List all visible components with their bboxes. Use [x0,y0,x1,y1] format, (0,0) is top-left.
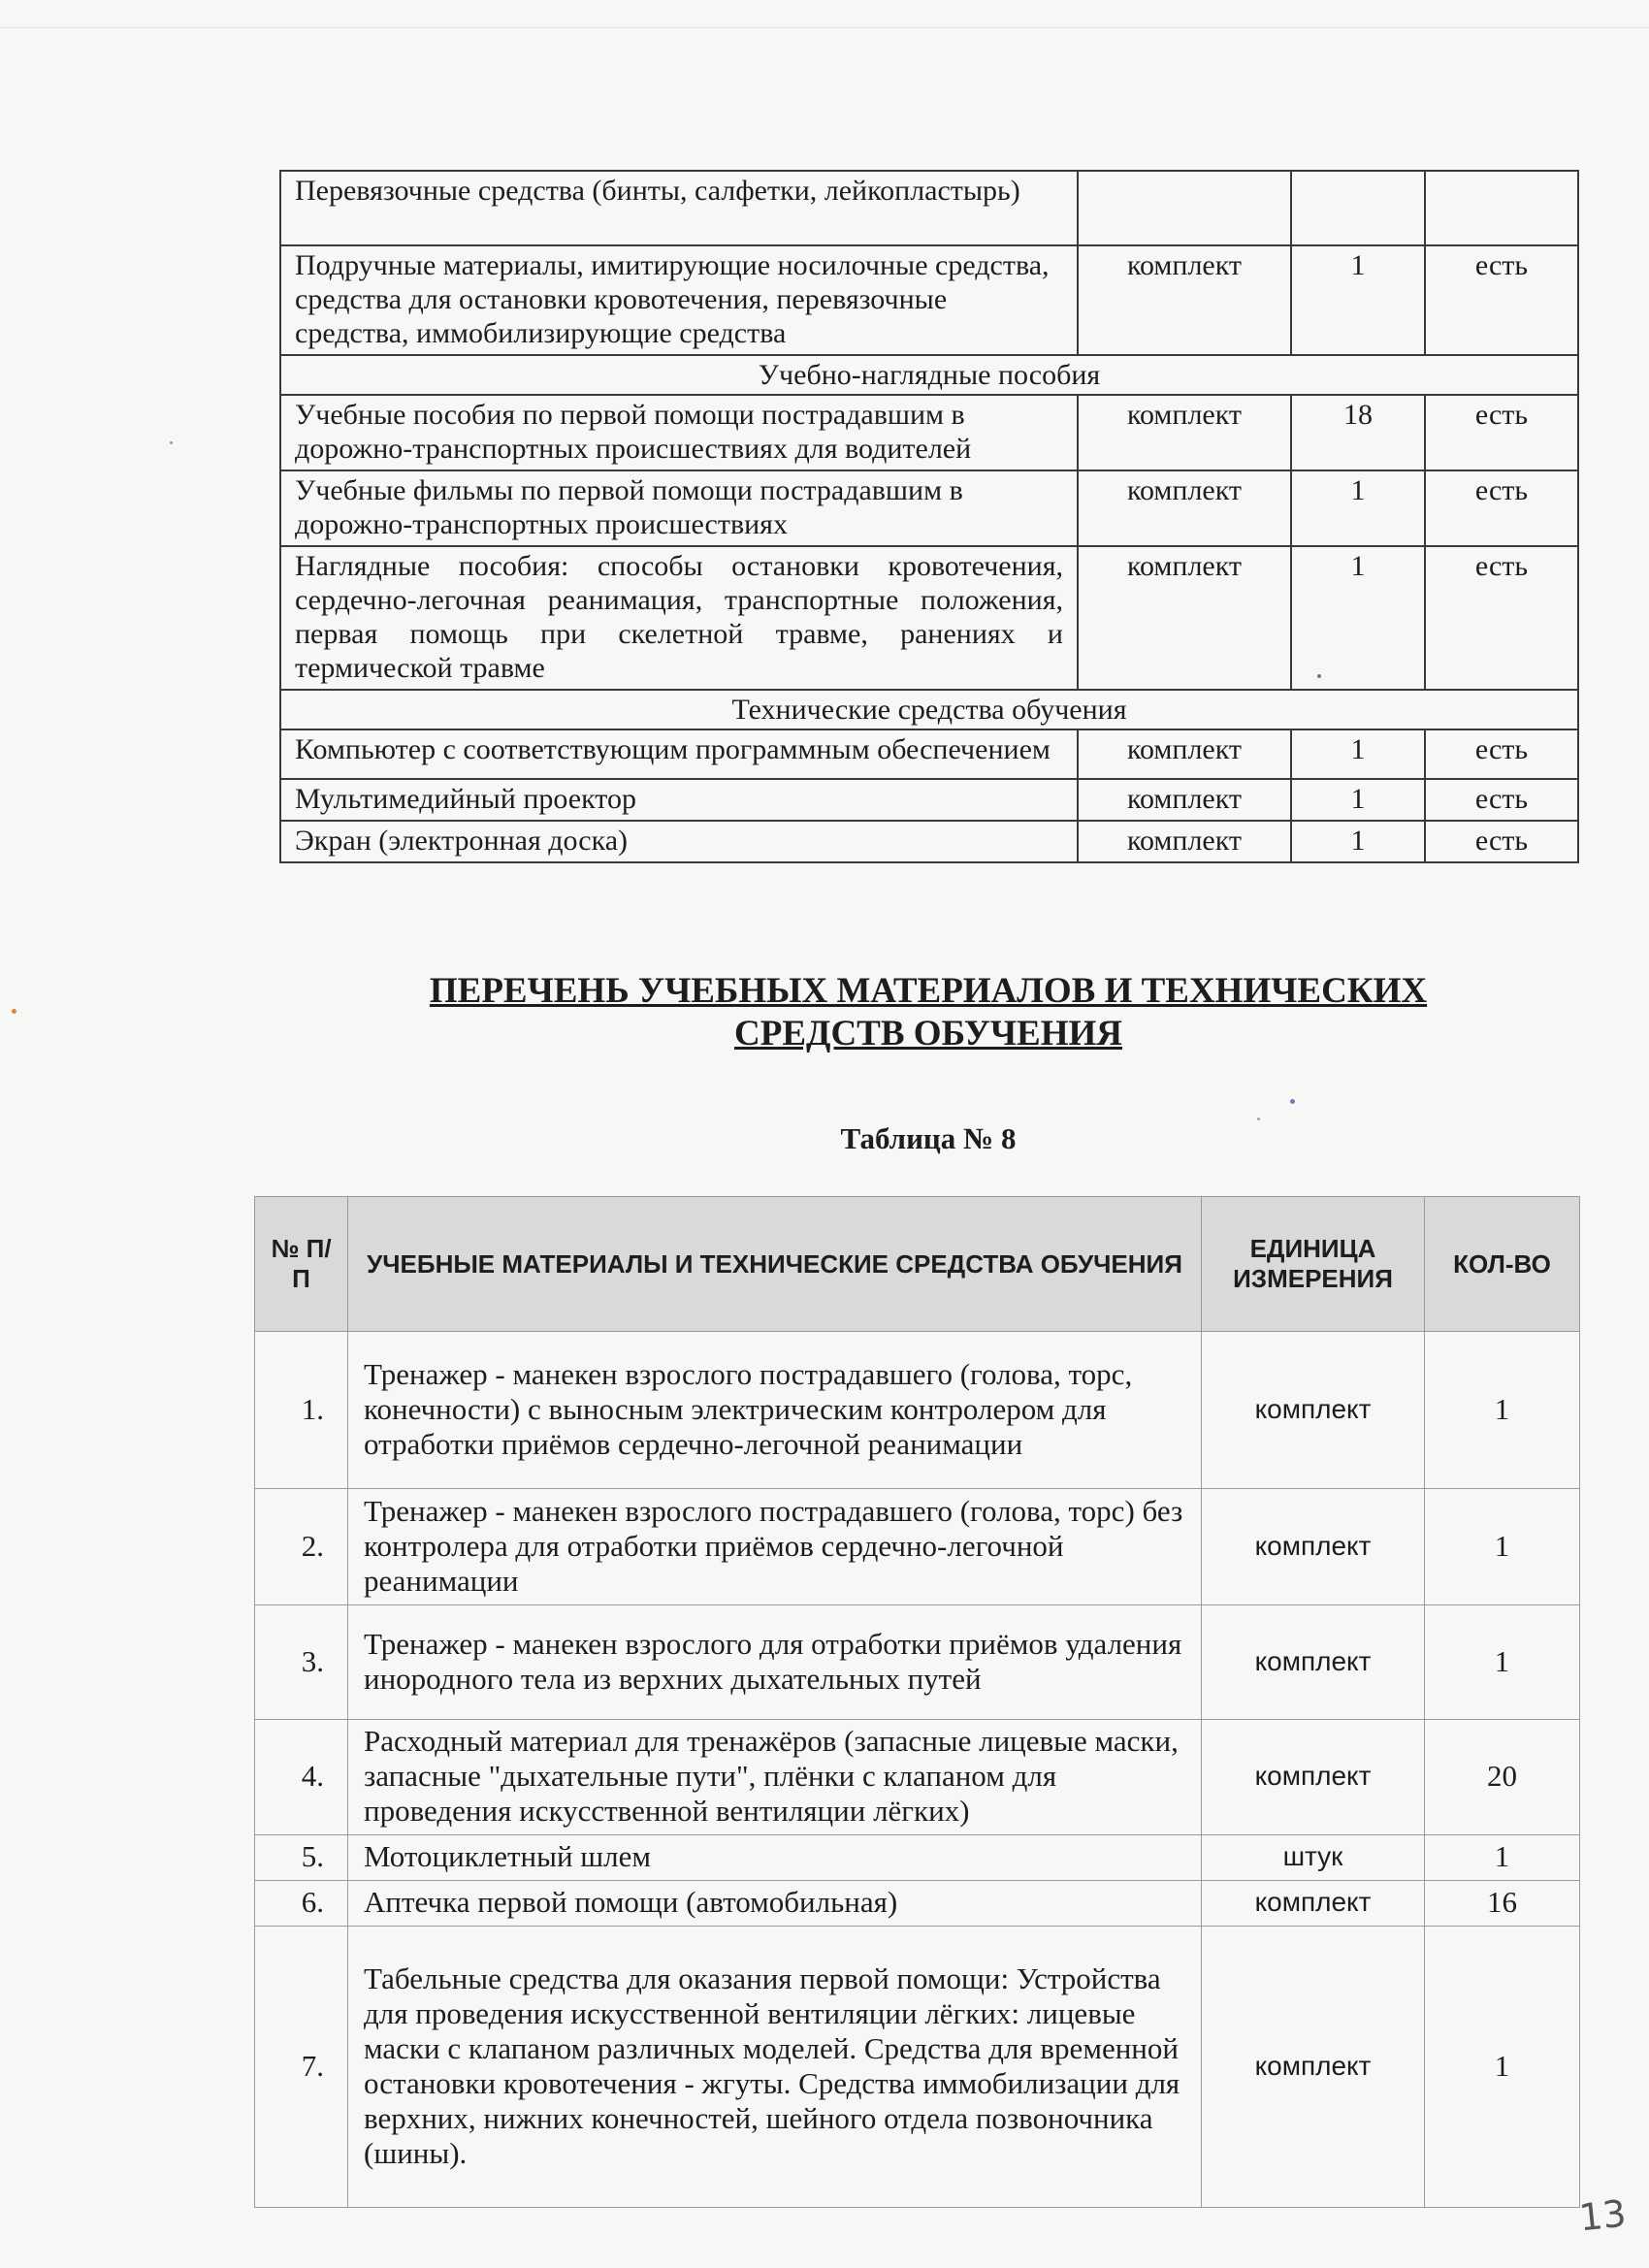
table-row [255,1881,1580,1927]
item-qty: 1 [1291,546,1425,690]
table-row [255,1605,1580,1720]
item-qty: 18 [1291,395,1425,470]
material-name: Тренажер - манекен взрослого для отработки приёмов удаления инородного тела из верхних дыхательных путей [348,1605,1202,1720]
table-row [280,779,1578,821]
item-availability: есть [1425,546,1578,690]
item-qty [1291,171,1425,245]
material-name: Тренажер - манекен взрослого пострадавшего (голова, торс, конечности) с выносным электрическим контролером для отработки приёмов сердечно-легочной реанимации [348,1332,1202,1489]
section-heading-line-1: ПЕРЕЧЕНЬ УЧЕБНЫХ МАТЕРИАЛОВ И ТЕХНИЧЕСКИХ [429,971,1428,1011]
material-name: Аптечка первой помощи (автомобильная) [348,1881,1202,1927]
row-number: 1. [255,1332,348,1489]
material-qty: 1 [1425,1927,1580,2208]
row-number: 4. [255,1720,348,1835]
table-row [280,395,1578,470]
table-row [280,729,1578,779]
item-name: Компьютер с соответствующим программным обеспечением [280,729,1078,779]
materials-table-header-row [255,1197,1580,1332]
handwritten-page-number: 13 [1576,2191,1629,2240]
item-unit: комплект [1078,821,1291,862]
item-name: Мультимедийный проектор [280,779,1078,821]
item-availability: есть [1425,470,1578,546]
header-unit: ЕДИНИЦА ИЗМЕРЕНИЯ [1202,1197,1425,1332]
material-unit: комплект [1202,1332,1425,1489]
item-name: Экран (электронная доска) [280,821,1078,862]
table-caption: Таблица № 8 [840,1121,1017,1155]
material-qty: 1 [1425,1332,1580,1489]
material-qty: 16 [1425,1881,1580,1927]
table-row [280,546,1578,690]
row-number: 5. [255,1835,348,1881]
scan-speck [1290,1099,1295,1104]
item-availability: есть [1425,245,1578,355]
item-qty: 1 [1291,821,1425,862]
row-number: 6. [255,1881,348,1927]
material-qty: 1 [1425,1605,1580,1720]
item-availability: есть [1425,395,1578,470]
material-name: Табельные средства для оказания первой помощи: Устройства для проведения искусственной вентиляции лёгких: лицевые маски с клапаном различных моделей. Средства для временной остановки кровотечения - жгуты. Средства иммобилизации для верхних, нижних конечностей, шейного отдела позвоночника (шины). [348,1927,1202,2208]
item-unit [1078,171,1291,245]
header-name: УЧЕБНЫЕ МАТЕРИАЛЫ И ТЕХНИЧЕСКИЕ СРЕДСТВА ОБУЧЕНИЯ [348,1197,1202,1332]
page-edge [0,0,1649,28]
scan-speck [1257,1118,1260,1120]
item-availability: есть [1425,779,1578,821]
table-row [255,1927,1580,2208]
material-name: Мотоциклетный шлем [348,1835,1202,1881]
item-name: Учебные фильмы по первой помощи пострадавшим в дорожно-транспортных происшествиях [280,470,1078,546]
section-title: Технические средства обучения [280,690,1578,729]
material-qty: 1 [1425,1489,1580,1605]
equipment-table-body [280,171,1578,862]
item-unit: комплект [1078,395,1291,470]
table-row [255,1835,1580,1881]
materials-table-body [255,1332,1580,2208]
item-unit: комплект [1078,729,1291,779]
item-unit: комплект [1078,245,1291,355]
table-row [280,245,1578,355]
item-name: Перевязочные средства (бинты, салфетки, лейкопластырь) [280,171,1078,245]
item-name: Подручные материалы, имитирующие носилочные средства, средства для остановки кровотечения, перевязочные средства, иммобилизирующие средства [280,245,1078,355]
scan-speck [12,1009,16,1014]
scan-speck [170,441,173,444]
material-unit: комплект [1202,1489,1425,1605]
header-qty: КОЛ-ВО [1425,1197,1580,1332]
table-row [280,470,1578,546]
equipment-table-continued [279,170,1579,863]
material-name: Тренажер - манекен взрослого пострадавшего (голова, торс) без контролера для отработки приёмов сердечно-легочной реанимации [348,1489,1202,1605]
material-unit: комплект [1202,1881,1425,1927]
material-name: Расходный материал для тренажёров (запасные лицевые маски, запасные "дыхательные пути", плёнки с клапаном для проведения искусственной вентиляции лёгких) [348,1720,1202,1835]
item-availability: есть [1425,821,1578,862]
item-qty: 1 [1291,729,1425,779]
item-qty: 1 [1291,245,1425,355]
item-unit: комплект [1078,779,1291,821]
material-unit: штук [1202,1835,1425,1881]
table-row [255,1489,1580,1605]
table-section-row [280,690,1578,729]
table-row [280,171,1578,245]
item-name: Наглядные пособия: способы остановки кровотечения, сердечно-легочная реанимация, транспортные положения, первая помощь при скелетной травме, ранениях и термической травме [280,546,1078,690]
item-unit: комплект [1078,470,1291,546]
row-number: 3. [255,1605,348,1720]
table-row [255,1720,1580,1835]
scan-speck [1317,674,1321,678]
item-availability [1425,171,1578,245]
section-title: Учебно-наглядные пособия [280,355,1578,395]
material-qty: 1 [1425,1835,1580,1881]
header-num: № П/П [255,1197,348,1332]
materials-table [254,1196,1580,2208]
material-unit: комплект [1202,1720,1425,1835]
row-number: 7. [255,1927,348,2208]
item-unit: комплект [1078,546,1291,690]
item-name: Учебные пособия по первой помощи пострадавшим в дорожно-транспортных происшествиях для водителей [280,395,1078,470]
item-qty: 1 [1291,779,1425,821]
section-heading-line-2: СРЕДСТВ ОБУЧЕНИЯ [734,1014,1122,1053]
item-qty: 1 [1291,470,1425,546]
row-number: 2. [255,1489,348,1605]
table-section-row [280,355,1578,395]
material-qty: 20 [1425,1720,1580,1835]
table-row [255,1332,1580,1489]
item-availability: есть [1425,729,1578,779]
material-unit: комплект [1202,1927,1425,2208]
material-unit: комплект [1202,1605,1425,1720]
table-row [280,821,1578,862]
